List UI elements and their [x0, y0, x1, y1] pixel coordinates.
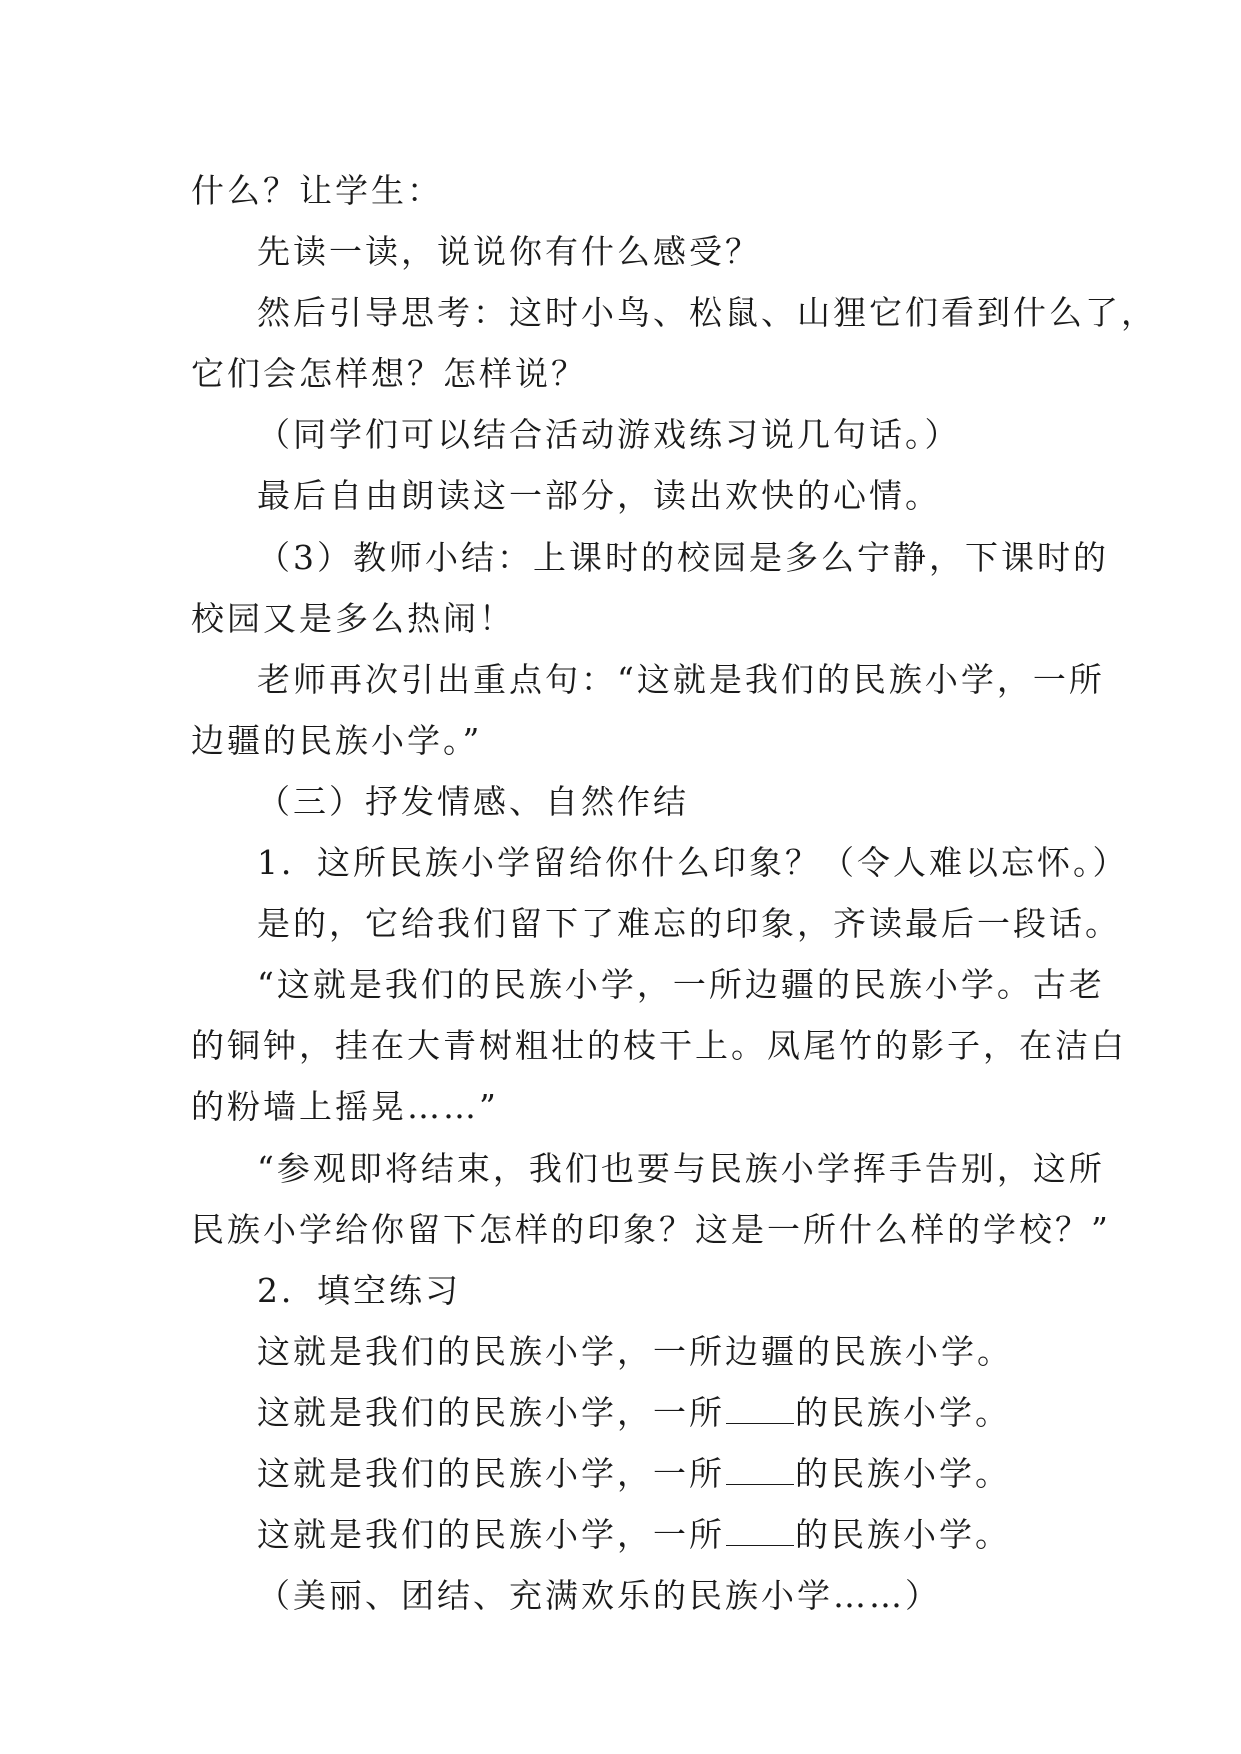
text-line: 然后引导思考：这时小鸟、松鼠、山狸它们看到什么了， — [257, 293, 1157, 333]
quote-line: 民族小学给你留下怎样的印象？这是一所什么样的学校？” — [191, 1209, 1111, 1249]
fill-in-line — [191, 1382, 1071, 1443]
fill-in-prefix: 这就是我们的民族小学，一所 — [257, 1453, 725, 1493]
text-line: 最后自由朗读这一部分，读出欢快的心情。 — [257, 476, 941, 516]
example-sentence: 这就是我们的民族小学，一所边疆的民族小学。 — [257, 1331, 1013, 1371]
fill-in-blank[interactable] — [726, 1456, 794, 1485]
document-body — [191, 160, 1157, 1626]
text-line: 先读一读，说说你有什么感受？ — [257, 232, 761, 272]
section-heading: （三）抒发情感、自然作结 — [257, 781, 689, 821]
text-line: 什么？让学生： — [191, 171, 443, 210]
quote-line: “这就是我们的民族小学，一所边疆的民族小学。古老 — [257, 965, 1105, 1005]
quote-line: “参观即将结束，我们也要与民族小学挥手告别，这所 — [257, 1148, 1105, 1188]
text-line: （同学们可以结合活动游戏练习说几句话。） — [257, 415, 961, 455]
text-line: 老师再次引出重点句：“这就是我们的民族小学，一所 — [257, 659, 1105, 699]
fill-in-prefix: 这就是我们的民族小学，一所 — [257, 1515, 725, 1555]
fill-in-suffix: 的民族小学。 — [795, 1453, 1011, 1493]
text-line: 是的，它给我们留下了难忘的印象，齐读最后一段话。 — [257, 904, 1121, 944]
text-line: （3）教师小结：上课时的校园是多么宁静，下课时的 — [257, 537, 1109, 577]
quote-line: 的铜钟，挂在大青树粗壮的枝干上。凤尾竹的影子，在洁白 — [191, 1026, 1127, 1066]
text-line: 它们会怎样想？怎样说？ — [191, 354, 587, 394]
answer-hint: （美丽、团结、充满欢乐的民族小学……） — [257, 1576, 941, 1616]
text-line: 校园又是多么热闹！ — [191, 598, 515, 638]
fill-in-blank[interactable] — [726, 1517, 794, 1546]
fill-in-blank[interactable] — [726, 1395, 794, 1424]
text-line: 边疆的民族小学。” — [191, 720, 483, 760]
exercise-heading: 2．填空练习 — [257, 1270, 461, 1310]
fill-in-prefix: 这就是我们的民族小学，一所 — [257, 1392, 725, 1432]
fill-in-suffix: 的民族小学。 — [795, 1515, 1011, 1555]
quote-line: 的粉墙上摇晃……” — [191, 1087, 499, 1127]
fill-in-suffix: 的民族小学。 — [795, 1392, 1011, 1432]
fill-in-line — [191, 1443, 1071, 1504]
text-line: 1．这所民族小学留给你什么印象？（令人难以忘怀。） — [257, 843, 1129, 883]
fill-in-line — [191, 1504, 1071, 1565]
